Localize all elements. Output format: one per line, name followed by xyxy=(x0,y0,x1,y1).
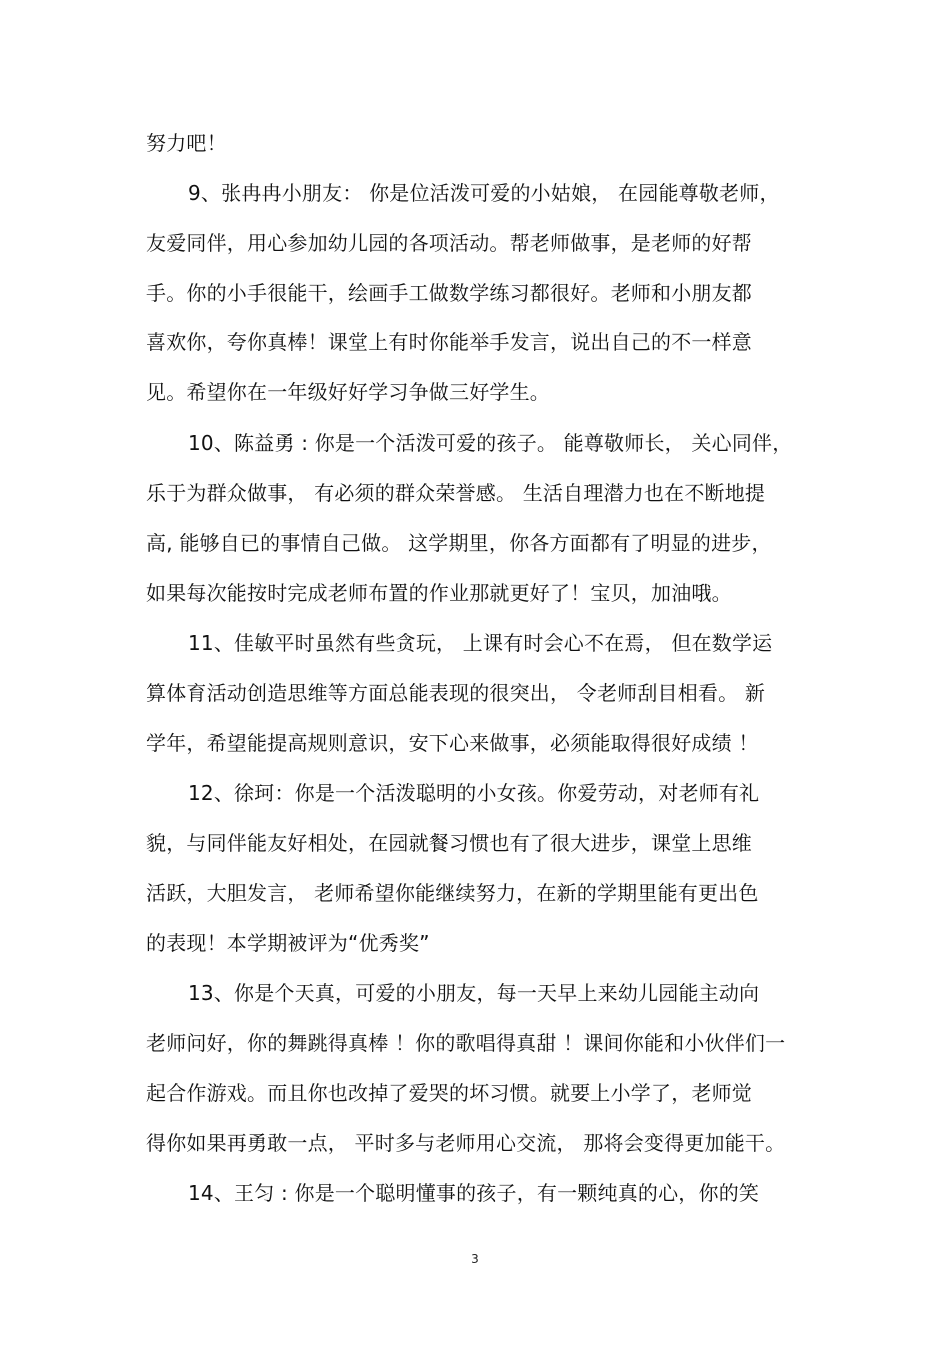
text-line: 起合作游戏。而且你也改掉了爱哭的坏习惯。就要上小学了，老师觉 xyxy=(146,1081,752,1105)
text-line: 乐于为群众做事， 有必须的群众荣誉感。 生活自理潜力也在不断地提 xyxy=(146,481,766,505)
text-line: 9、张冉冉小朋友： 你是位活泼可爱的小姑娘， 在园能尊敬老师， xyxy=(188,181,780,205)
text-line: 如果每次能按时完成老师布置的作业那就更好了！宝贝，加油哦。 xyxy=(146,581,732,605)
text-line: 老师问好，你的舞跳得真棒 ！你的歌唱得真甜 ！课间你能和小伙伴们一 xyxy=(146,1031,786,1055)
text-line: 手。你的小手很能干，绘画手工做数学练习都很好。老师和小朋友都 xyxy=(146,281,752,305)
text-line: 见。希望你在一年级好好学习争做三好学生。 xyxy=(146,380,550,404)
text-line: 14、王匀 : 你是一个聪明懂事的孩子，有一颗纯真的心，你的笑 xyxy=(188,1181,760,1205)
text-line: 13、你是个天真，可爱的小朋友，每一天早上来幼儿园能主动向 xyxy=(188,981,760,1005)
text-line: 努力吧！ xyxy=(146,131,227,155)
text-line: 活跃，大胆发言， 老师希望你能继续努力，在新的学期里能有更出色 xyxy=(146,881,759,905)
text-line: 得你如果再勇敢一点， 平时多与老师用心交流， 那将会变得更加能干。 xyxy=(146,1131,786,1155)
text-line: 喜欢你，夸你真棒！课堂上有时你能举手发言，说出自己的不一样意 xyxy=(146,330,752,354)
page-number: 3 xyxy=(471,1252,479,1266)
text-line: 算体育活动创造思维等方面总能表现的很突出， 令老师刮目相看。 新 xyxy=(146,681,766,705)
text-line: 11、佳敏平时虽然有些贪玩， 上课有时会心不在焉， 但在数学运 xyxy=(188,631,773,655)
text-line: 友爱同伴，用心参加幼儿园的各项活动。帮老师做事，是老师的好帮 xyxy=(146,231,752,255)
text-line: 10、陈益勇 : 你是一个活泼可爱的孩子。 能尊敬师长， 关心同伴， xyxy=(188,431,793,455)
text-line: 的表现！本学期被评为“优秀奖” xyxy=(146,931,430,955)
text-line: 貌，与同伴能友好相处，在园就餐习惯也有了很大进步，课堂上思维 xyxy=(146,831,752,855)
text-line: 学年，希望能提高规则意识，安下心来做事，必须能取得很好成绩 ！ xyxy=(146,731,759,755)
text-line: 高, 能够自已的事情自己做。 这学期里，你各方面都有了明显的进步， xyxy=(146,531,772,555)
text-line: 12、徐珂：你是一个活泼聪明的小女孩。你爱劳动，对老师有礼 xyxy=(188,781,760,805)
